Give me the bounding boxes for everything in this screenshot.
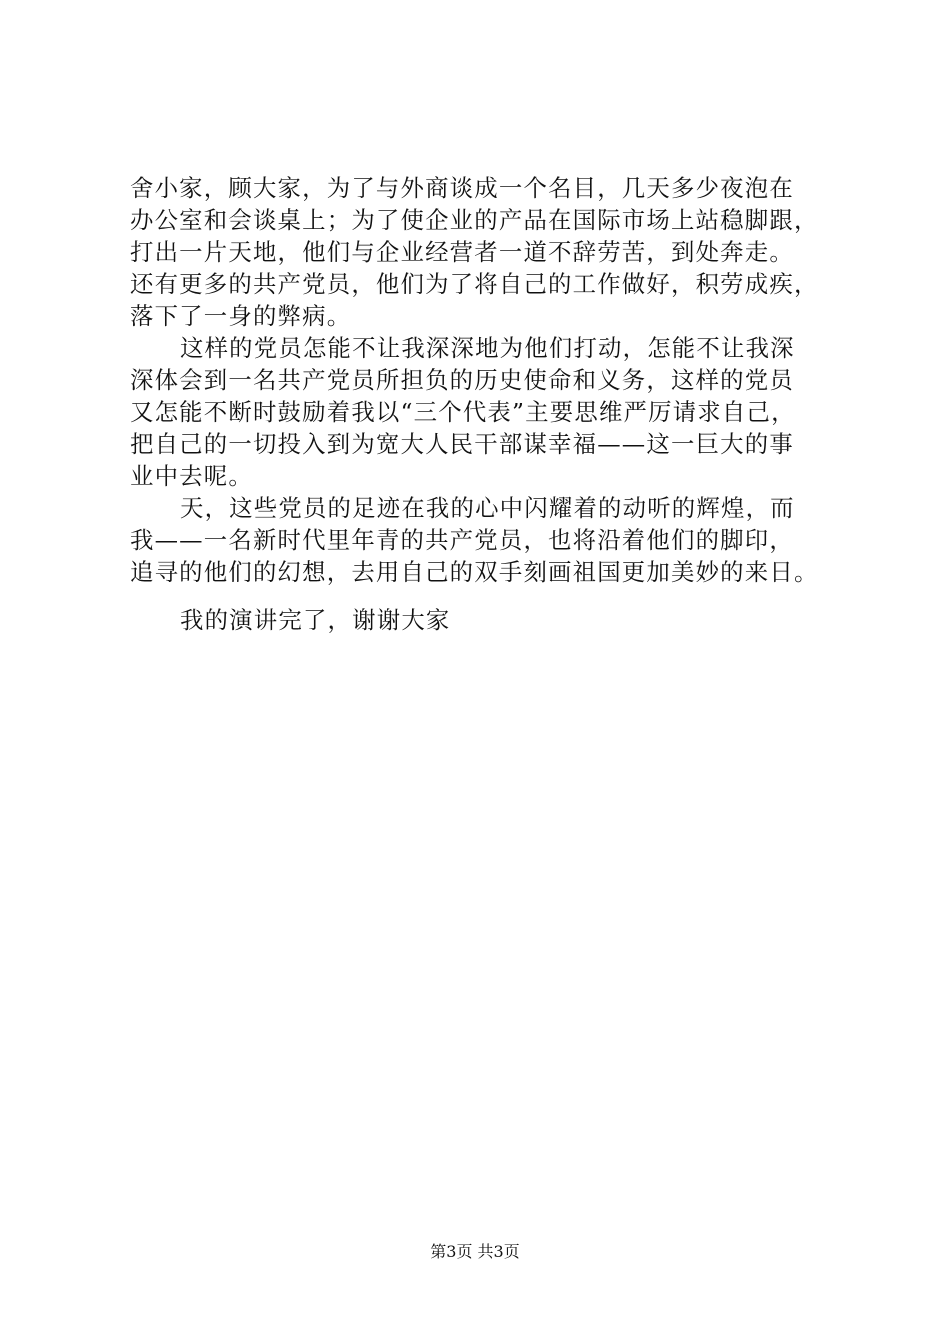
- page-number-footer: 第3页 共3页: [430, 1242, 520, 1261]
- paragraph-line: 把自己的一切投入到为宽大人民干部谋幸福——这一巨大的事: [130, 430, 794, 458]
- paragraph-line: 深体会到一名共产党员所担负的历史使命和义务，这样的党员: [130, 366, 794, 394]
- paragraph-line: 这样的党员怎能不让我深深地为他们打动，怎能不让我深: [180, 334, 795, 362]
- paragraph-line: 追寻的他们的幻想，去用自己的双手刻画祖国更加美妙的来日。: [130, 558, 819, 586]
- closing-line: 我的演讲完了，谢谢大家: [180, 606, 451, 634]
- paragraph-line: 落下了一身的弊病。: [130, 302, 352, 330]
- paragraph-line: 办公室和会谈桌上；为了使企业的产品在国际市场上站稳脚跟，: [130, 206, 819, 234]
- paragraph-line: 还有更多的共产党员，他们为了将自己的工作做好，积劳成疾，: [130, 270, 819, 298]
- paragraph-line: 我——一名新时代里年青的共产党员，也将沿着他们的脚印，: [130, 526, 794, 554]
- paragraph-line: 又怎能不断时鼓励着我以“三个代表”主要思维严厉请求自己，: [130, 398, 796, 426]
- paragraph-line: 舍小家，顾大家，为了与外商谈成一个名目，几天多少夜泡在: [130, 174, 794, 202]
- paragraph-line: 天，这些党员的足迹在我的心中闪耀着的动听的辉煌，而: [180, 494, 795, 522]
- paragraph-line: 业中去呢。: [130, 462, 253, 490]
- paragraph-line: 打出一片天地，他们与企业经营者一道不辞劳苦，到处奔走。: [130, 238, 794, 266]
